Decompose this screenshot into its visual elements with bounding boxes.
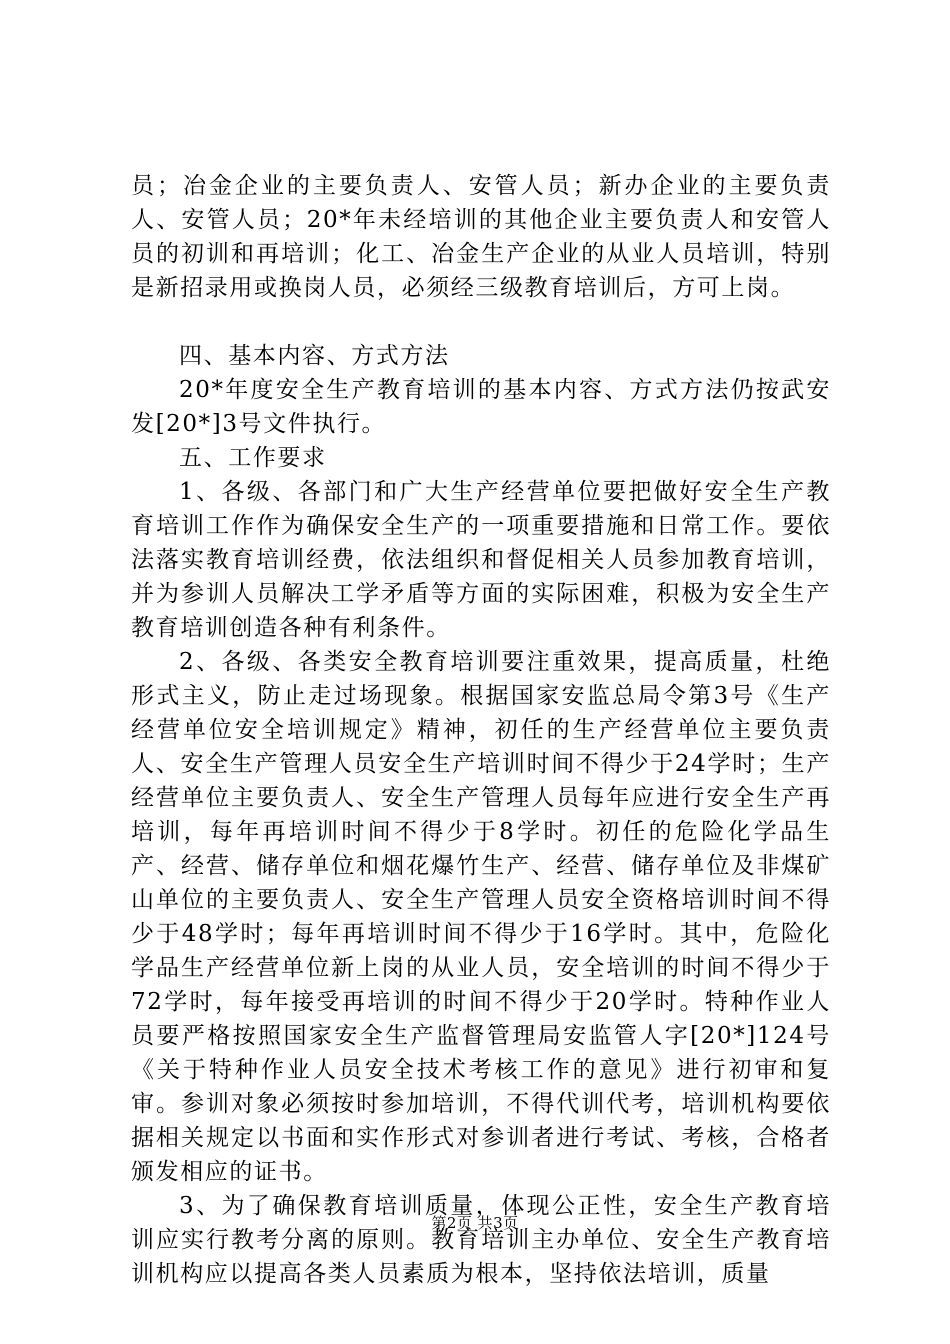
paragraph-requirement-2: 2、各级、各类安全教育培训要注重效果，提高质量，杜绝形式主义，防止走过场现象。根据国家安监总局令第3号《生产经营单位安全培训规定》精神，初任的生产经营单位主要负责人、安全生产管理人员安全生产培训时间不得少于24学时；生产经营单位主要负责人、安全生产管理人员每年应进行安全生产再培训，每年再培训时间不得少于8学时。初任的危险化学品生产、经营、储存单位和烟花爆竹生产、经营、储存单位及非煤矿山单位的主要负责人、安全生产管理人员安全资格培训时间不得少于48学时；每年再培训时间不得少于16学时。其中，危险化学品生产经营单位新上岗的从业人员，安全培训的时间不得少于72学时，每年接受再培训的时间不得少于20学时。特种作业人员要严格按照国家安全生产监督管理局安监管人字[20*]124号《关于特种作业人员安全技术考核工作的意见》进行初审和复审。参训对象必须按时参加培训，不得代训代考，培训机构要依据相关规定以书面和实作形式对参训者进行考试、考核，合格者颁发相应的证书。 (131, 649, 831, 1185)
paragraph-requirement-3: 3、为了确保教育培训质量，体现公正性，安全生产教育培训应实行教考分离的原则。教育培训主办单位、安全生产教育培训机构应以提高各类人员素质为根本，坚持依法培训，质量 (131, 1193, 831, 1287)
paragraph-spacer (131, 305, 831, 339)
document-body (131, 169, 831, 1291)
paragraph-requirement-1: 1、各级、各部门和广大生产经营单位要把做好安全生产教育培训工作作为确保安全生产的一项重要措施和日常工作。要依法落实教育培训经费，依法组织和督促相关人员参加教育培训，并为参训人员解决工学矛盾等方面的实际困难，积极为安全生产教育培训创造各种有利条件。 (131, 479, 831, 641)
section-heading-4: 四、基本内容、方式方法 (179, 343, 450, 369)
paragraph-continued: 员；冶金企业的主要负责人、安管人员；新办企业的主要负责人、安管人员；20*年未经培训的其他企业主要负责人和安管人员的初训和再培训；化工、冶金生产企业的从业人员培训，特别是新招录用或换岗人员，必须经三级教育培训后，方可上岗。 (131, 173, 831, 301)
page-footer: 第2页 共3页 (431, 1214, 519, 1232)
section-heading-5: 五、工作要求 (179, 445, 327, 471)
paragraph-content-methods: 20*年度安全生产教育培训的基本内容、方式方法仍按武安发[20*]3号文件执行。 (131, 377, 831, 437)
